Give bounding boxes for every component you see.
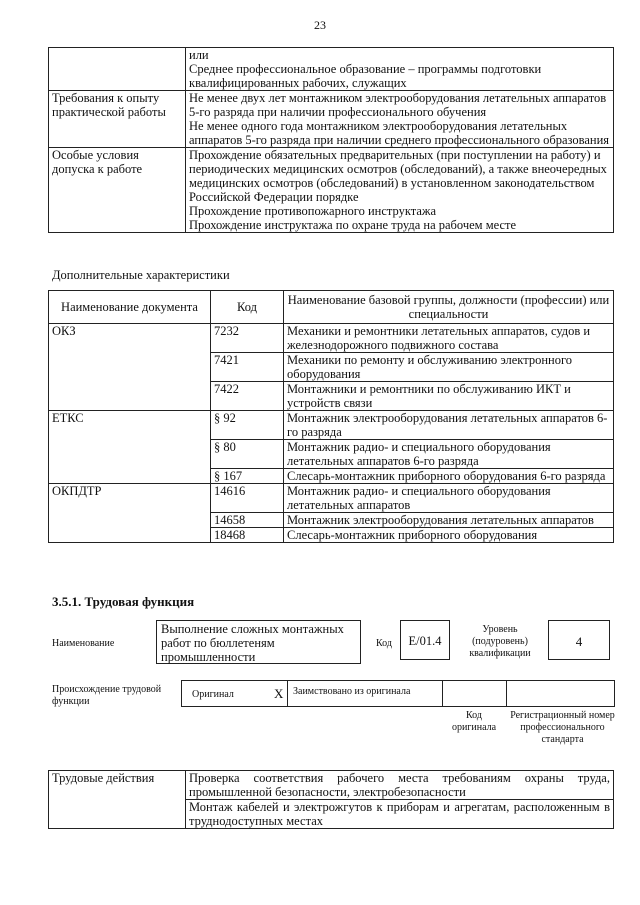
education-line: или	[189, 48, 209, 62]
header-doc: Наименование документа	[49, 291, 211, 324]
borrowed-label: Заимствовано из оригинала	[293, 686, 411, 697]
function-heading: 3.5.1. Трудовая функция	[52, 594, 195, 609]
name-cell: Монтажник электрооборудования летательных аппаратов	[284, 513, 614, 528]
additional-table	[48, 290, 614, 543]
code-cell: 14616	[211, 484, 284, 513]
name-cell: Механики по ремонту и обслуживанию электронного оборудования	[284, 353, 614, 382]
code-cell: 7422	[211, 382, 284, 411]
level-value: 4	[548, 620, 610, 660]
table-row	[49, 484, 614, 513]
level-label: Уровень (подуровень) квалификации	[469, 624, 531, 659]
action-item: Монтаж кабелей и электрожгутов к приборам и агрегатам, расположенным в труднодоступных местах	[186, 800, 614, 829]
admission-text-1: Прохождение обязательных предварительных (при поступлении на работу) и периодических медицинских осмотров (обследований), а также внеочередных медицинских осмотров (обследований) в установленном законодательством Российской Федерации порядке	[189, 148, 607, 204]
admission-text-2: Прохождение противопожарного инструктажа	[189, 204, 437, 218]
admission-text	[186, 148, 614, 233]
code-label: Код	[376, 638, 392, 649]
origin-row	[181, 680, 615, 707]
action-item: Проверка соответствия рабочего места требованиям охраны труда, промышленной безопасности, электробезопасности	[186, 771, 614, 800]
divider	[442, 681, 443, 706]
code-cell: 7232	[211, 324, 284, 353]
origin-code-caption: Код оригинала	[451, 710, 497, 733]
code-cell: § 80	[211, 440, 284, 469]
experience-text	[186, 91, 614, 148]
actions-label: Трудовые действия	[49, 771, 186, 829]
function-code-value: E/01.4	[400, 620, 450, 660]
header-code: Код	[211, 291, 284, 324]
code-cell: § 92	[211, 411, 284, 440]
name-cell: Монтажник электрооборудования летательных аппаратов 6-го разряда	[284, 411, 614, 440]
function-name-value: Выполнение сложных монтажных работ по бюллетеням промышленности	[156, 620, 361, 664]
code-cell: 14658	[211, 513, 284, 528]
name-cell: Монтажник радио- и специального оборудования летательных аппаратов 6-го разряда	[284, 440, 614, 469]
page-number: 23	[314, 18, 326, 32]
admission-text-3: Прохождение инструктажа по охране труда на рабочем месте	[189, 218, 517, 232]
table-row	[49, 324, 614, 353]
education-line: Среднее профессиональное образование – программы подготовки	[189, 62, 542, 76]
code-cell: § 167	[211, 469, 284, 484]
reg-number-caption: Регистрационный номер профессионального стандарта	[510, 710, 615, 745]
divider	[506, 681, 507, 706]
doc-cell: ОКПДТР	[49, 484, 211, 543]
additional-title: Дополнительные характеристики	[52, 268, 230, 282]
header-name: Наименование базовой группы, должности (профессии) или специальности	[284, 291, 614, 324]
doc-cell: ЕТКС	[49, 411, 211, 484]
name-cell: Слесарь-монтажник приборного оборудования	[284, 528, 614, 543]
name-cell: Монтажник радио- и специального оборудования летательных аппаратов	[284, 484, 614, 513]
doc-cell: ОКЗ	[49, 324, 211, 411]
code-cell: 7421	[211, 353, 284, 382]
experience-text-1: Не менее двух лет монтажником электрооборудования летательных аппаратов 5-го разряда при наличии профессионального обучения	[189, 91, 607, 119]
experience-label: Требования к опыту практической работы	[49, 91, 186, 148]
code-cell: 18468	[211, 528, 284, 543]
name-cell: Механики и ремонтники летательных аппаратов, судов и железнодорожного подвижного состава	[284, 324, 614, 353]
experience-text-2: Не менее одного года монтажником электрооборудования летательных аппаратов 5-го разряда при наличии среднего профессионального образования	[189, 119, 610, 147]
original-label: Оригинал	[192, 689, 234, 700]
original-mark: X	[274, 686, 284, 701]
name-cell: Монтажники и ремонтники по обслуживанию ИКТ и устройств связи	[284, 382, 614, 411]
education-cont-cell	[186, 48, 614, 91]
divider	[287, 681, 288, 706]
name-cell: Слесарь-монтажник приборного оборудования 6-го разряда	[284, 469, 614, 484]
admission-label: Особые условия допуска к работе	[49, 148, 186, 233]
education-line: квалифицированных рабочих, служащих	[189, 76, 407, 90]
actions-table	[48, 770, 614, 829]
name-label: Наименование	[52, 638, 115, 649]
origin-label: Происхождение трудовой функции	[52, 684, 162, 707]
table-row	[49, 411, 614, 440]
requirements-table	[48, 47, 614, 233]
